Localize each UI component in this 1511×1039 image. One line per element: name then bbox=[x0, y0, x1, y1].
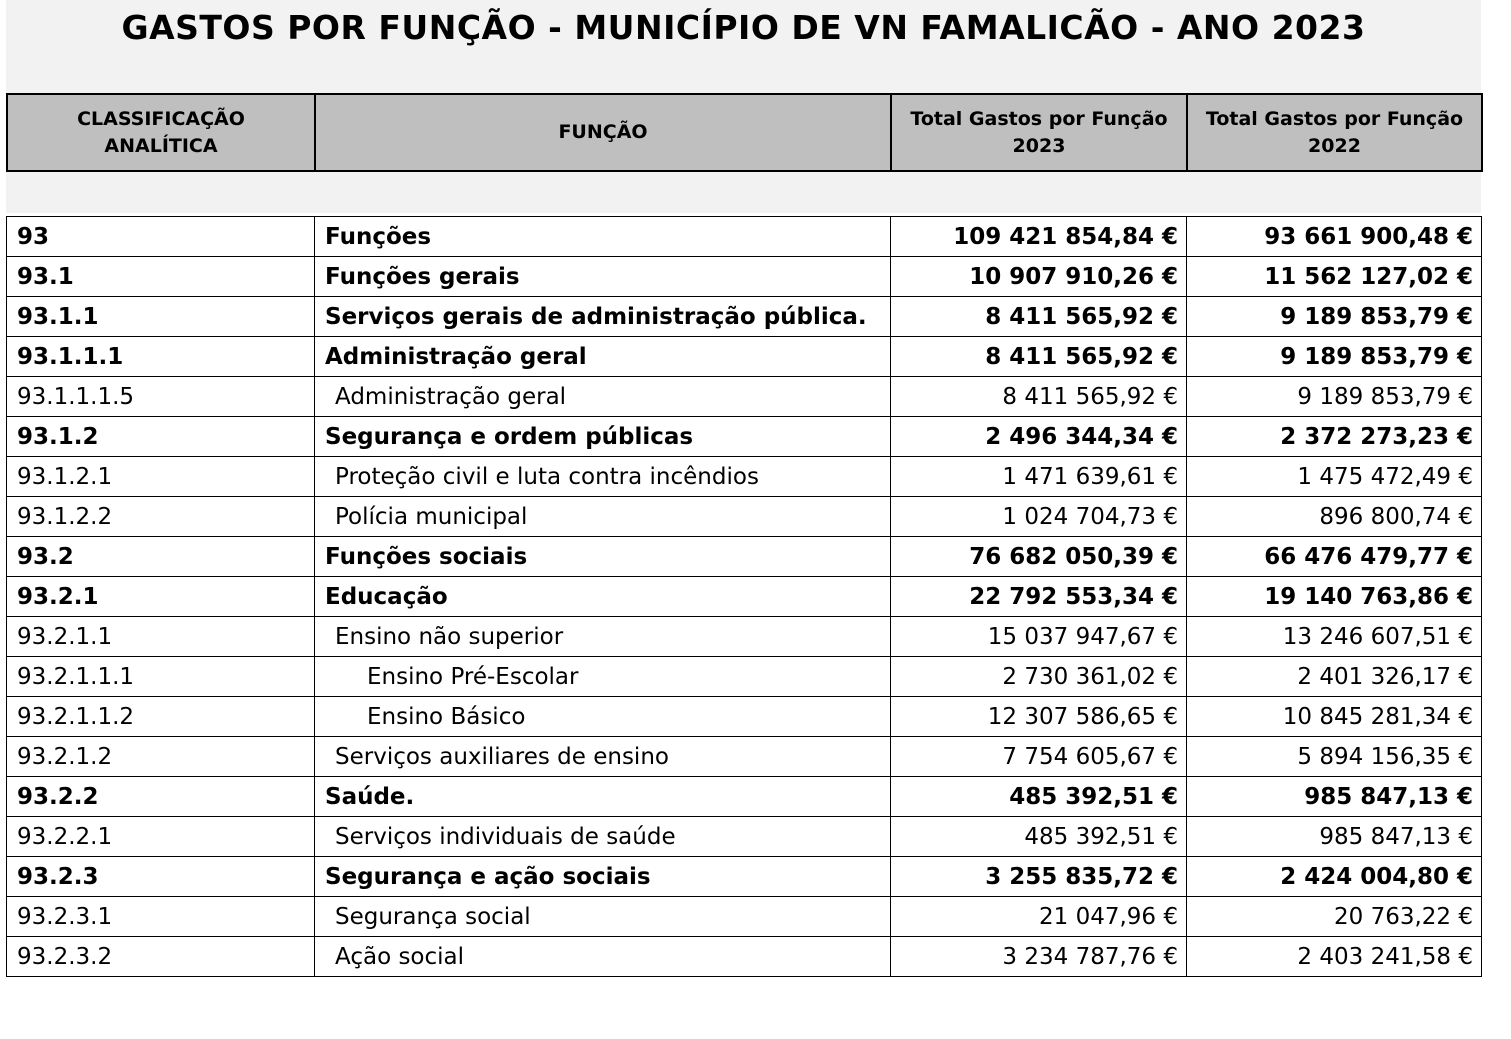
row-label: Ensino Básico bbox=[315, 697, 891, 737]
row-value-2022: 1 475 472,49 € bbox=[1187, 457, 1482, 497]
table-row bbox=[7, 897, 1482, 937]
row-code: 93.1.1.1.5 bbox=[7, 377, 315, 417]
row-code: 93.1.2 bbox=[7, 417, 315, 457]
row-code: 93.2.2 bbox=[7, 777, 315, 817]
title-band bbox=[6, 0, 1481, 93]
row-value-2023: 2 730 361,02 € bbox=[891, 657, 1187, 697]
spacer-band bbox=[6, 172, 1481, 213]
header-total-2023: Total Gastos por Função 2023 bbox=[891, 94, 1187, 171]
row-value-2023: 485 392,51 € bbox=[891, 777, 1187, 817]
header-classificacao: CLASSIFICAÇÃO ANALÍTICA bbox=[7, 94, 315, 171]
row-label: Educação bbox=[315, 577, 891, 617]
row-value-2023: 21 047,96 € bbox=[891, 897, 1187, 937]
row-code: 93.2.2.1 bbox=[7, 817, 315, 857]
table-row bbox=[7, 857, 1482, 897]
row-label: Segurança e ação sociais bbox=[315, 857, 891, 897]
table-row bbox=[7, 737, 1482, 777]
row-code: 93.2.1.1.1 bbox=[7, 657, 315, 697]
row-value-2022: 2 424 004,80 € bbox=[1187, 857, 1482, 897]
table-row bbox=[7, 817, 1482, 857]
row-label: Serviços gerais de administração pública. bbox=[315, 297, 891, 337]
table-row bbox=[7, 257, 1482, 297]
row-value-2022: 2 403 241,58 € bbox=[1187, 937, 1482, 977]
data-table bbox=[6, 216, 1482, 977]
row-label: Polícia municipal bbox=[315, 497, 891, 537]
row-label: Administração geral bbox=[315, 377, 891, 417]
row-value-2022: 66 476 479,77 € bbox=[1187, 537, 1482, 577]
row-value-2022: 5 894 156,35 € bbox=[1187, 737, 1482, 777]
row-value-2023: 76 682 050,39 € bbox=[891, 537, 1187, 577]
table-row bbox=[7, 937, 1482, 977]
table-row bbox=[7, 577, 1482, 617]
row-value-2022: 2 372 273,23 € bbox=[1187, 417, 1482, 457]
row-label: Serviços individuais de saúde bbox=[315, 817, 891, 857]
row-value-2023: 3 234 787,76 € bbox=[891, 937, 1187, 977]
row-label: Funções sociais bbox=[315, 537, 891, 577]
row-value-2022: 9 189 853,79 € bbox=[1187, 377, 1482, 417]
row-label: Segurança e ordem públicas bbox=[315, 417, 891, 457]
row-code: 93.2.3.1 bbox=[7, 897, 315, 937]
row-code: 93.2.1 bbox=[7, 577, 315, 617]
row-value-2023: 2 496 344,34 € bbox=[891, 417, 1187, 457]
row-value-2023: 485 392,51 € bbox=[891, 817, 1187, 857]
table-row bbox=[7, 337, 1482, 377]
row-label: Ação social bbox=[315, 937, 891, 977]
table-row bbox=[7, 697, 1482, 737]
table-row bbox=[7, 457, 1482, 497]
table-row bbox=[7, 377, 1482, 417]
table-row bbox=[7, 657, 1482, 697]
row-value-2022: 10 845 281,34 € bbox=[1187, 697, 1482, 737]
row-code: 93.1.2.2 bbox=[7, 497, 315, 537]
page-title: GASTOS POR FUNÇÃO - MUNICÍPIO DE VN FAMALICÃO - ANO 2023 bbox=[121, 8, 1366, 47]
header-total-2022: Total Gastos por Função 2022 bbox=[1187, 94, 1482, 171]
row-value-2023: 15 037 947,67 € bbox=[891, 617, 1187, 657]
row-value-2023: 109 421 854,84 € bbox=[891, 217, 1187, 257]
row-value-2022: 19 140 763,86 € bbox=[1187, 577, 1482, 617]
row-code: 93 bbox=[7, 217, 315, 257]
row-code: 93.2.1.1 bbox=[7, 617, 315, 657]
row-code: 93.2.1.1.2 bbox=[7, 697, 315, 737]
row-value-2022: 13 246 607,51 € bbox=[1187, 617, 1482, 657]
row-value-2023: 7 754 605,67 € bbox=[891, 737, 1187, 777]
data-section bbox=[6, 216, 1481, 977]
row-value-2022: 11 562 127,02 € bbox=[1187, 257, 1482, 297]
row-value-2022: 2 401 326,17 € bbox=[1187, 657, 1482, 697]
row-code: 93.1.2.1 bbox=[7, 457, 315, 497]
row-label: Ensino Pré-Escolar bbox=[315, 657, 891, 697]
row-value-2022: 896 800,74 € bbox=[1187, 497, 1482, 537]
table-row bbox=[7, 497, 1482, 537]
table-row bbox=[7, 537, 1482, 577]
table-row bbox=[7, 777, 1482, 817]
data-table-body bbox=[7, 217, 1482, 977]
row-value-2022: 985 847,13 € bbox=[1187, 777, 1482, 817]
header-table bbox=[6, 93, 1483, 172]
row-value-2023: 8 411 565,92 € bbox=[891, 337, 1187, 377]
row-label: Proteção civil e luta contra incêndios bbox=[315, 457, 891, 497]
row-value-2022: 9 189 853,79 € bbox=[1187, 297, 1482, 337]
row-code: 93.2.3 bbox=[7, 857, 315, 897]
header-row bbox=[7, 94, 1482, 171]
row-label: Ensino não superior bbox=[315, 617, 891, 657]
header-funcao: FUNÇÃO bbox=[315, 94, 891, 171]
row-code: 93.2 bbox=[7, 537, 315, 577]
row-code: 93.1.1 bbox=[7, 297, 315, 337]
row-value-2022: 93 661 900,48 € bbox=[1187, 217, 1482, 257]
row-value-2023: 10 907 910,26 € bbox=[891, 257, 1187, 297]
row-value-2022: 985 847,13 € bbox=[1187, 817, 1482, 857]
table-row bbox=[7, 617, 1482, 657]
row-label: Segurança social bbox=[315, 897, 891, 937]
row-value-2023: 8 411 565,92 € bbox=[891, 377, 1187, 417]
row-value-2022: 9 189 853,79 € bbox=[1187, 337, 1482, 377]
row-code: 93.2.1.2 bbox=[7, 737, 315, 777]
row-label: Saúde. bbox=[315, 777, 891, 817]
table-row bbox=[7, 217, 1482, 257]
row-label: Serviços auxiliares de ensino bbox=[315, 737, 891, 777]
row-label: Administração geral bbox=[315, 337, 891, 377]
row-value-2023: 22 792 553,34 € bbox=[891, 577, 1187, 617]
row-value-2023: 3 255 835,72 € bbox=[891, 857, 1187, 897]
table-header bbox=[6, 93, 1481, 172]
table-row bbox=[7, 297, 1482, 337]
row-code: 93.2.3.2 bbox=[7, 937, 315, 977]
row-value-2023: 1 471 639,61 € bbox=[891, 457, 1187, 497]
row-label: Funções gerais bbox=[315, 257, 891, 297]
row-value-2022: 20 763,22 € bbox=[1187, 897, 1482, 937]
row-code: 93.1 bbox=[7, 257, 315, 297]
row-label: Funções bbox=[315, 217, 891, 257]
row-value-2023: 8 411 565,92 € bbox=[891, 297, 1187, 337]
row-code: 93.1.1.1 bbox=[7, 337, 315, 377]
table-row bbox=[7, 417, 1482, 457]
row-value-2023: 12 307 586,65 € bbox=[891, 697, 1187, 737]
row-value-2023: 1 024 704,73 € bbox=[891, 497, 1187, 537]
